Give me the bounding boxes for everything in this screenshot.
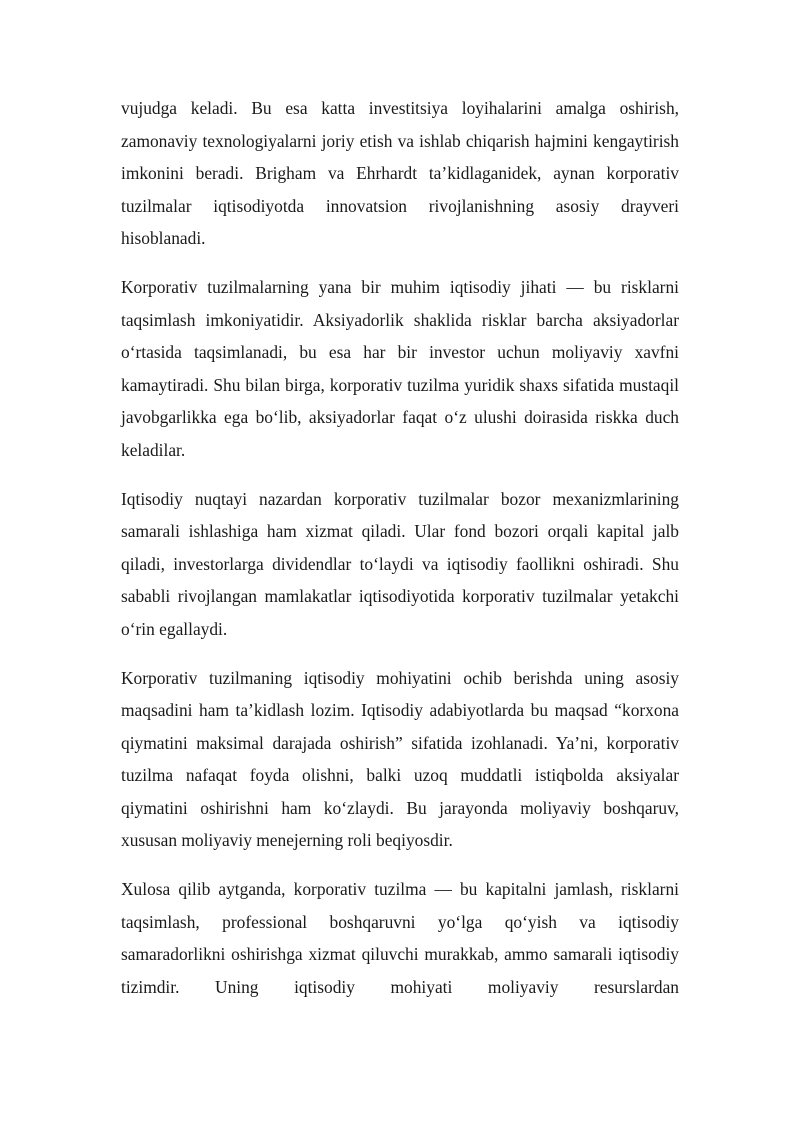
paragraph-continuation: vujudga keladi. Bu esa katta investitsiya loyihalarini amalga oshirish, zamonaviy texnologiyalarni joriy etish va ishlab chiqarish hajmini kengaytirish imkonini beradi. Brigham va Ehrhardt ta’kidlaganidek, aynan korporativ tuzilmalar iqtisodiyotda innovatsion rivojlanishning asosiy drayveri hisoblanadi. — [121, 98, 679, 249]
paragraph-conclusion: Xulosa qilib aytganda, korporativ tuzilma — bu kapitalni jamlash, risklarni taqsimlash, professional boshqaruvni yo‘lga qo‘yish va iqtisodiy samaradorlikni oshirishga xizmat qiluvchi murakkab, ammo samarali iqtisodiy tizimdir. Uning iqtisodiy mohiyati moliyaviy resurslardan — [121, 879, 679, 997]
paragraph-risk-sharing: Korporativ tuzilmalarning yana bir muhim iqtisodiy jihati — bu risklarni taqsimlash imkoniyatidir. Aksiyadorlik shaklida risklar barcha aksiyadorlar o‘rtasida taqsimlanadi, bu esa har bir investor uchun moliyaviy xavfni kamaytiradi. Shu bilan birga, korporativ tuzilma yuridik shaxs sifatida mustaqil javobgarlikka ega bo‘lib, aksiyadorlar faqat o‘z ulushi doirasida riskka duch keladilar. — [121, 276, 679, 460]
paragraph-corporate-goal: Korporativ tuzilmaning iqtisodiy mohiyatini ochib berishda uning asosiy maqsadini ham ta’kidlash lozim. Iqtisodiy adabiyotlarda bu maqsad “korxona qiymatini maksimal darajada oshirish” sifatida izohlanadi. Ya’ni, korporativ tuzilma nafaqat foyda olishni, balki uzoq muddatli istiqbolda aksiyalar qiymatini oshirishni ham ko‘zlaydi. Bu jarayonda moliyaviy boshqaruv, xususan moliyaviy menejerning roli beqiyosdir. — [121, 667, 679, 851]
paragraph-market-mechanisms: Iqtisodiy nuqtayi nazardan korporativ tuzilmalar bozor mexanizmlarining samarali ishlashiga ham xizmat qiladi. Ular fond bozori orqali kapital jalb qiladi, investorlarga dividendlar to‘laydi va iqtisodiy faollikni oshiradi. Shu sababli rivojlangan mamlakatlar iqtisodiyotida korporativ tuzilmalar yetakchi o‘rin egallaydi. — [121, 488, 679, 639]
document-page — [121, 92, 679, 1019]
